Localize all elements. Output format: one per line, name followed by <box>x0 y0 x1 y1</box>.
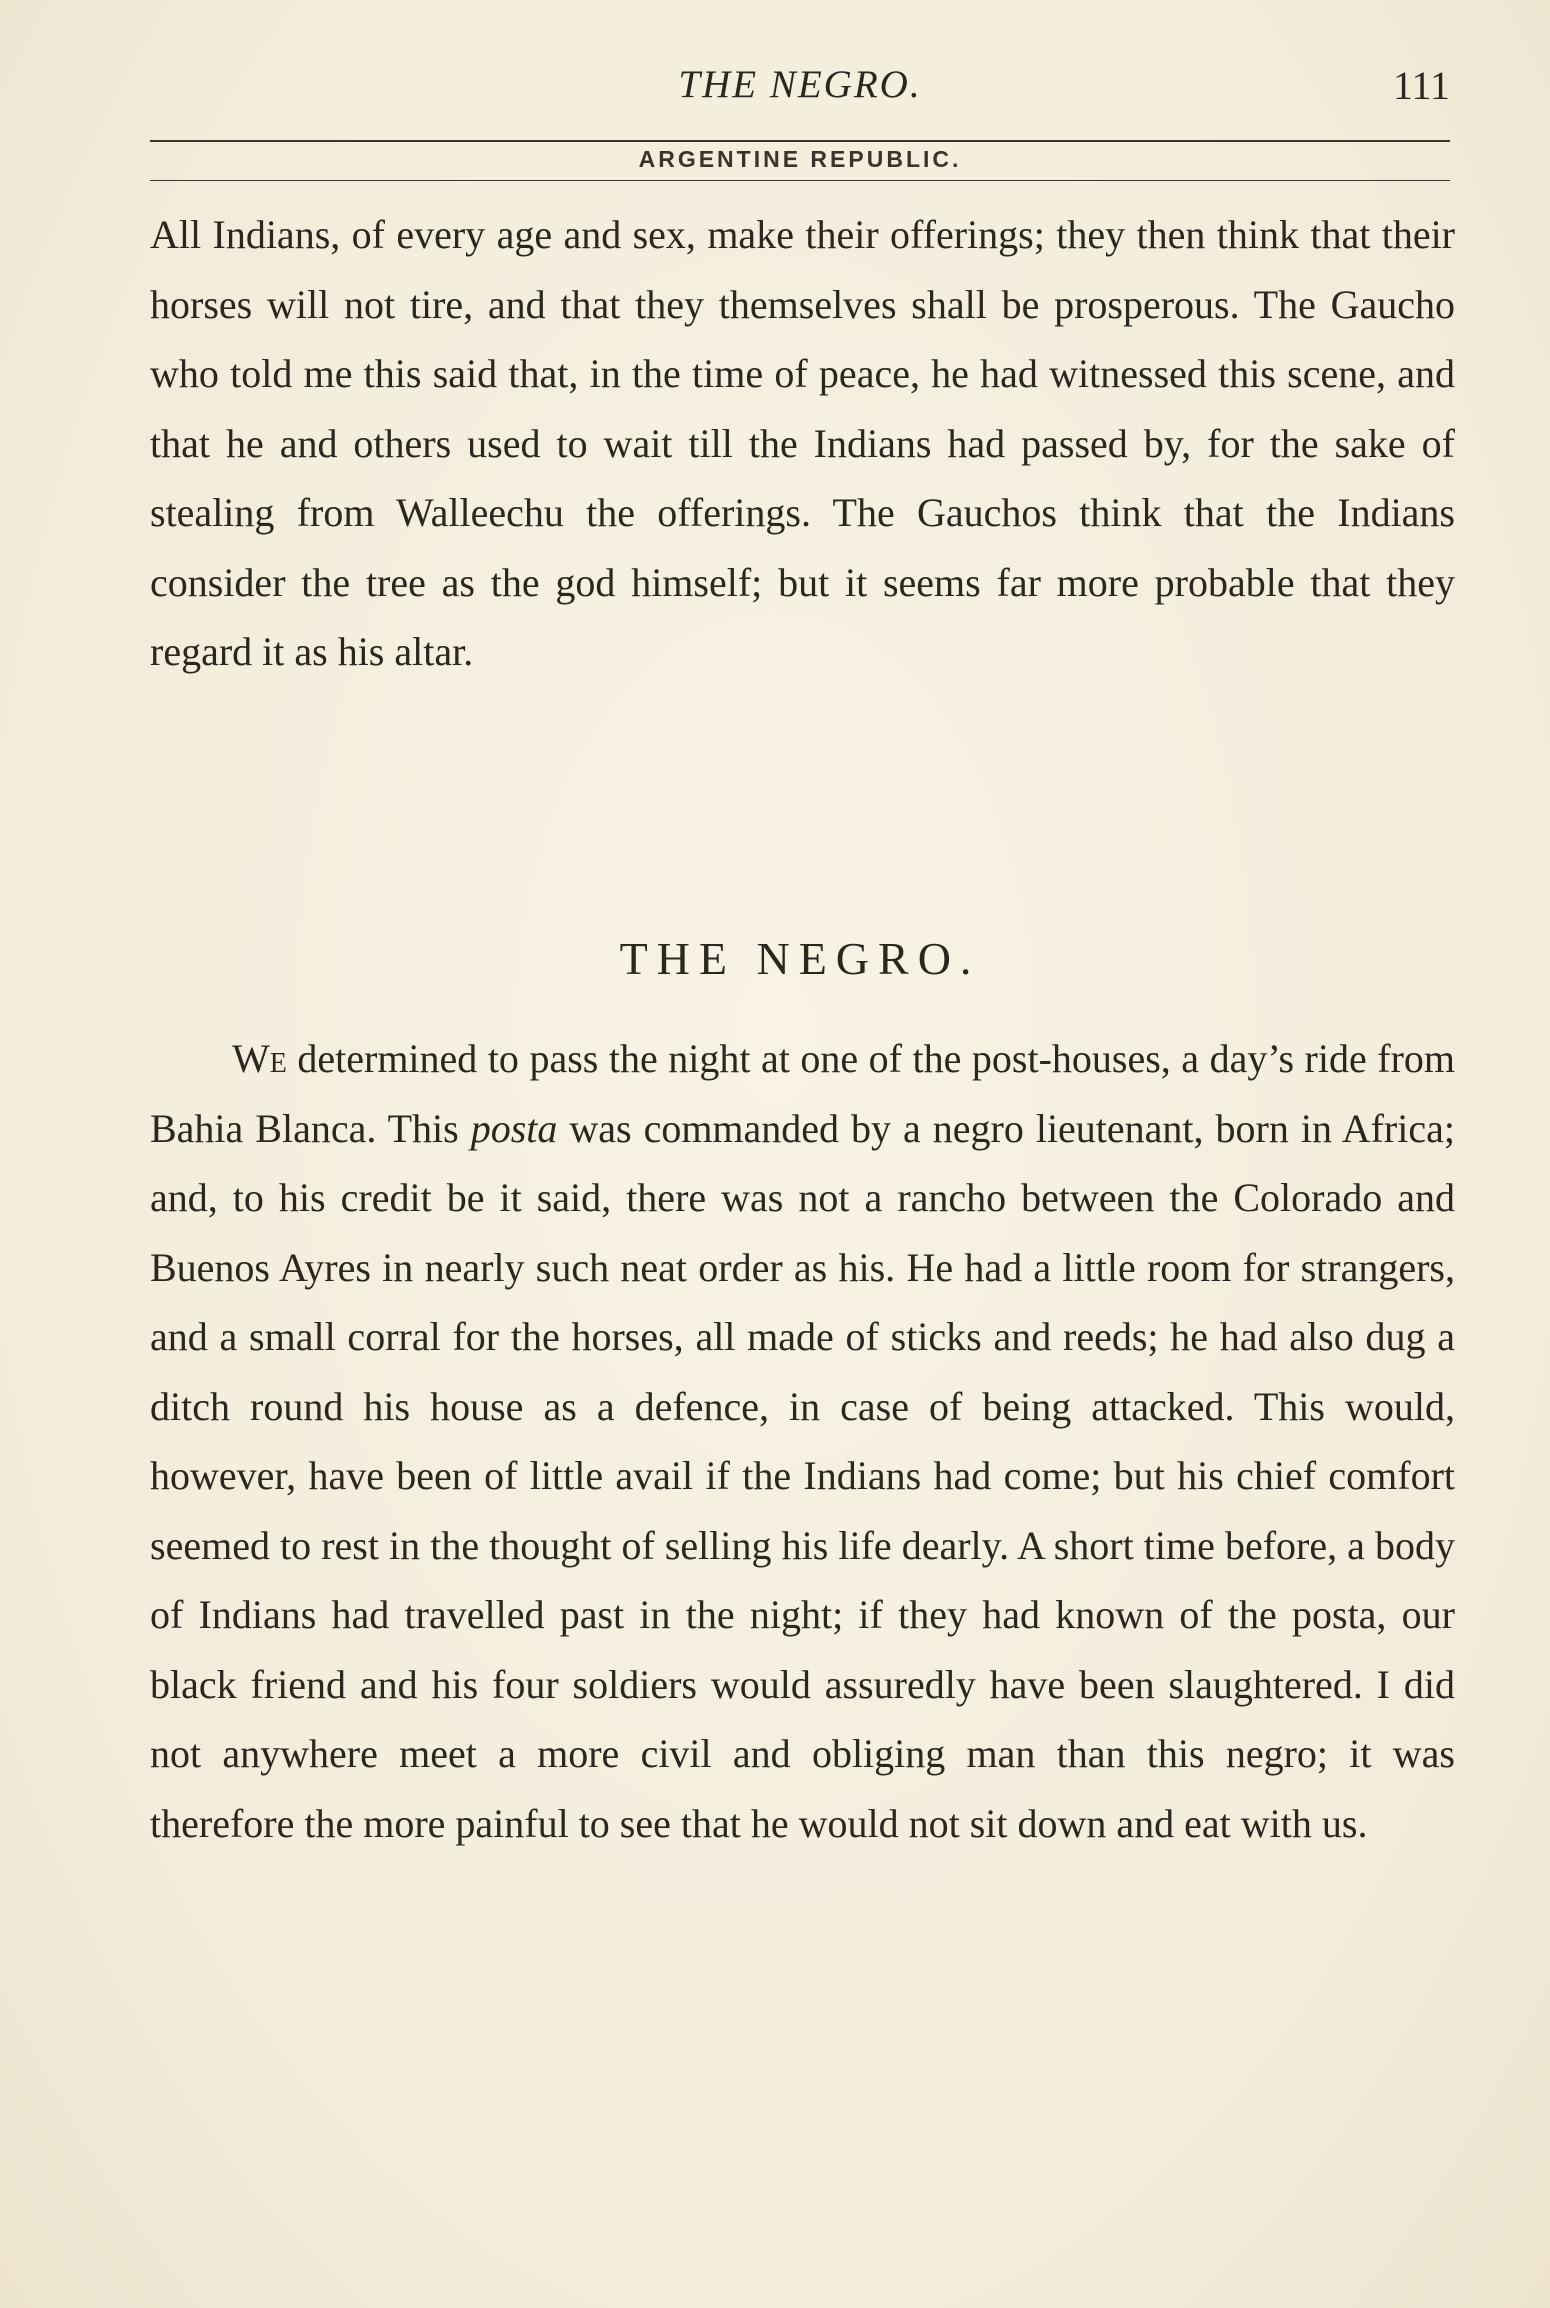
dropcap-word: We <box>232 1036 287 1081</box>
paragraph-text-2: was commanded by a negro lieutenant, born in Africa; and, to his credit be it said, there was not a rancho between the Colorado and Buenos Ayres in nearly such neat order as his. He had a little room for strangers, and a small corral for the horses, all made of sticks and reeds; he had also dug a ditch round his house as a defence, in case of being attacked. This would, however, have been of little avail if the Indians had come; but his chief comfort seemed to rest in the thought of selling his life dearly. A short time before, a body of Indians had travelled past in the night; if they had known of the posta, our black friend and his four soldiers would assuredly have been slaughtered. I did not anywhere meet a more civil and obliging man than this negro; it was therefore the more painful to see that he would not sit down and eat with us. <box>150 1105 1455 1846</box>
page-number: 111 <box>1392 63 1450 108</box>
section-heading: THE NEGRO. <box>619 933 981 984</box>
running-subhead: ARGENTINE REPUBLIC. <box>638 146 962 172</box>
paragraph-continued: All Indians, of every age and sex, make their offerings; they then think that their horses will not tire, and that they themselves shall be prosperous. The Gaucho who told me this said that, in the time of peace, he had witnessed this scene, and that he and others used to wait till the Indians had passed by, for the sake of stealing from Walleechu the offerings. The Gauchos think that the Indians consider the tree as the god himself; but it seems far more probable that they regard it as his altar. <box>150 212 1455 674</box>
running-head-title: THE NEGRO. <box>678 63 922 106</box>
italic-word: posta <box>470 1105 558 1151</box>
paragraph-text-1: determined to pass the night at one of the post-houses, a day’s ride from Bahia Blanca. This <box>150 1036 1455 1151</box>
running-head <box>150 62 1450 122</box>
header-rule-top <box>150 140 1450 142</box>
section-paragraph <box>150 1024 1455 1858</box>
header-rule-bottom <box>150 180 1450 181</box>
